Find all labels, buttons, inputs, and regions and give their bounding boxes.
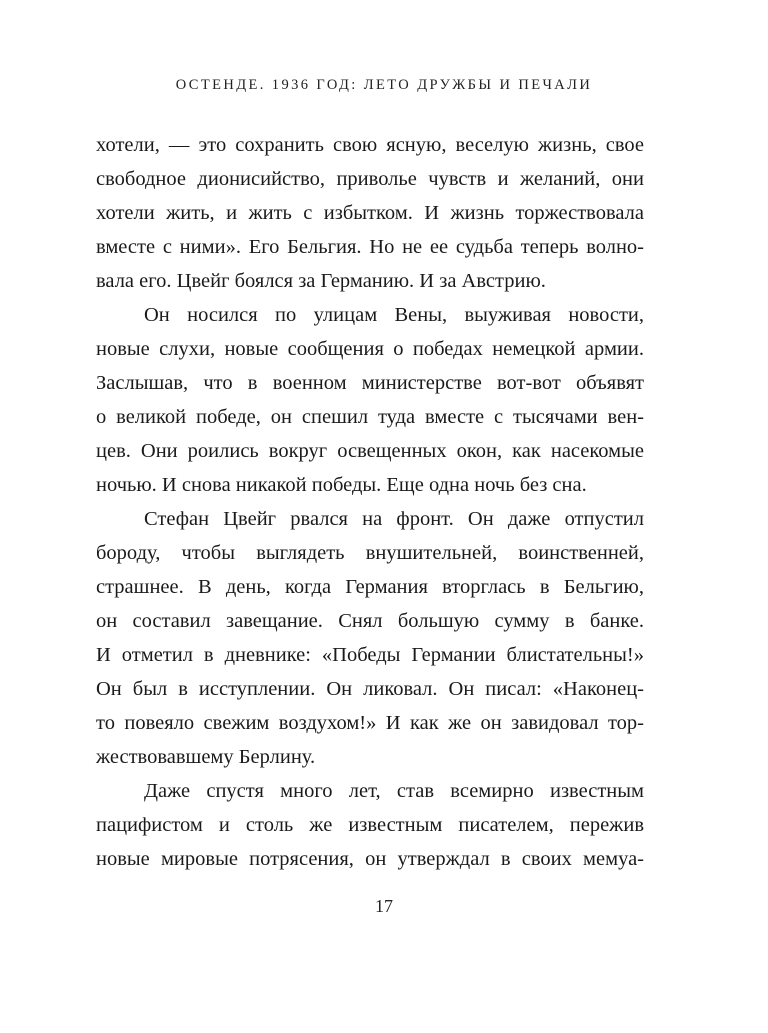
text-line: о великой победе, он спешил туда вместе с тысячами вен- [96, 406, 644, 428]
text-line: он составил завещание. Снял большую сумму в банке. [96, 610, 644, 632]
paragraph [96, 128, 644, 298]
text-line: пацифистом и столь же известным писателем, пережив [96, 814, 644, 836]
text-line: хотели, — это сохранить свою ясную, веселую жизнь, свое [96, 134, 644, 156]
text-line: новые мировые потрясения, он утверждал в своих мемуа- [96, 848, 644, 870]
paragraph [96, 502, 644, 774]
text-line: хотели жить, и жить с избытком. И жизнь торжествовала [96, 202, 644, 224]
text-line: И отметил в дневнике: «Победы Германии блистательны!» [96, 644, 644, 666]
text-line: вместе с ними». Его Бельгия. Но не ее судьба теперь волно- [96, 236, 644, 258]
text-line: бороду, чтобы выглядеть внушительней, воинственней, [96, 542, 644, 564]
text-line: цев. Они роились вокруг освещенных окон, как насекомые [96, 440, 644, 462]
text-line: Заслышав, что в военном министерстве вот-вот объявят [96, 372, 644, 394]
text-line: вала его. Цвейг боялся за Германию. И за Австрию. [96, 270, 546, 292]
body-text-continued [96, 774, 644, 876]
text-line: то повеяло свежим воздухом!» И как же он завидовал тор- [96, 712, 644, 734]
body-text [96, 128, 644, 774]
text-line: Даже спустя много лет, став всемирно известным [144, 780, 644, 802]
text-line: страшнее. В день, когда Германия вторглась в Бельгию, [96, 576, 644, 598]
text-line: новые слухи, новые сообщения о победах немецкой армии. [96, 338, 644, 360]
text-line: жествовавшему Берлину. [96, 746, 316, 768]
page-number: 17 [375, 896, 393, 916]
text-line: Он был в исступлении. Он ликовал. Он писал: «Наконец- [96, 678, 644, 700]
text-line: Он носился по улицам Вены, выуживая новости, [144, 304, 644, 326]
paragraph [96, 774, 644, 876]
text-line: ночью. И снова никакой победы. Еще одна ночь без сна. [96, 474, 587, 496]
text-line: Стефан Цвейг рвался на фронт. Он даже отпустил [144, 508, 644, 530]
text-line: свободное дионисийство, приволье чувств и желаний, они [96, 168, 644, 190]
running-head: ОСТЕНДЕ. 1936 ГОД: ЛЕТО ДРУЖБЫ И ПЕЧАЛИ [175, 77, 593, 93]
paragraph [96, 298, 644, 502]
